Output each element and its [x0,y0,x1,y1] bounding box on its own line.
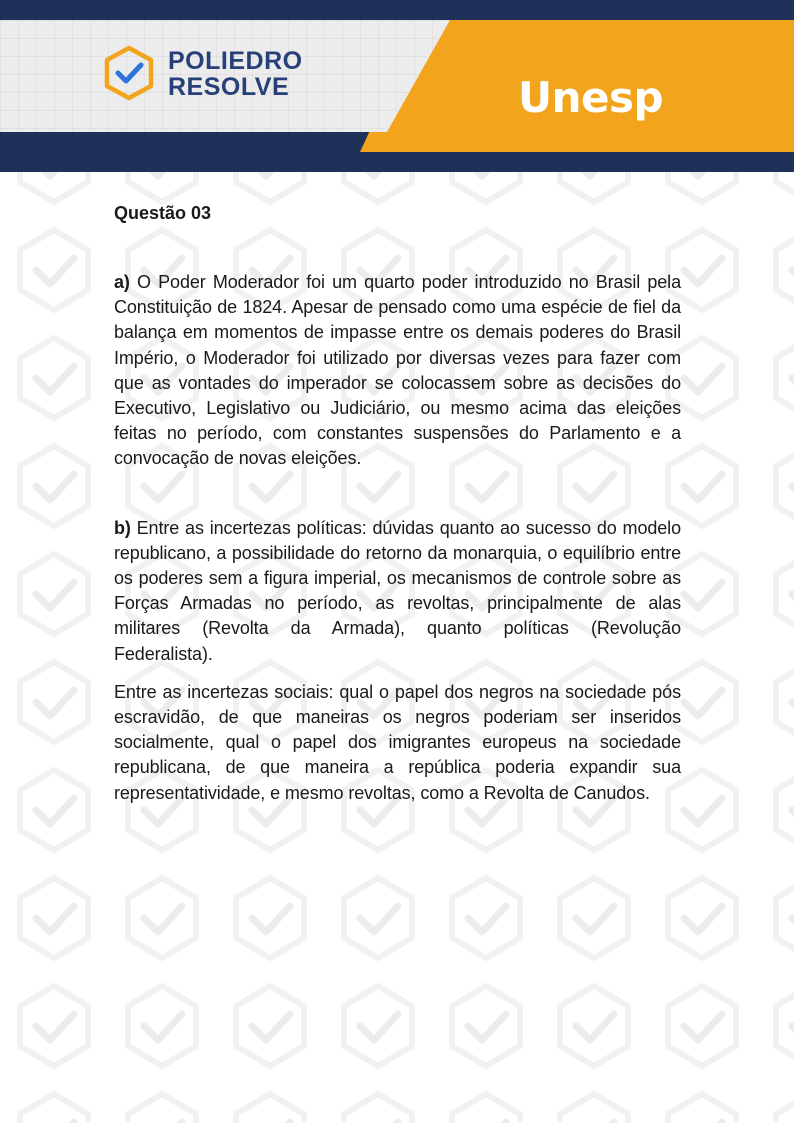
brand-line-2: RESOLVE [168,73,290,101]
answer-a-paragraph [114,270,681,472]
answer-b-paragraph-2: Entre as incertezas sociais: qual o papel dos negros na sociedade pós escravidão, de que maneiras os negros poderiam ser inseridos socialmente, qual o papel dos imigrantes europeus na sociedade republicana, de que maneira a república poderia expandir sua representatividade, e mesmo revoltas, como a Revolta de Canudos. [114,681,681,803]
answer-a-text: O Poder Moderador foi um quarto poder introduzido no Brasil pela Constituição de 1824. Apesar de pensado como uma espécie de fiel da balança em momentos de impasse entre os demais poderes do Brasil Império, o Moderador foi utilizado por diversas vezes para fazer com que as vontades do imperador se colocassem sobre as decisões do Executivo, Legislativo ou Judiciário, ou mesmo acima das eleições feitas no período, com constantes suspensões do Parlamento e a convocação de novas eleições. [114,272,681,469]
question-content [114,200,681,806]
brand-logo-text [168,48,303,100]
answer-b-label: b) [114,517,131,538]
answer-b-text: Entre as incertezas políticas: dúvidas quanto ao sucesso do modelo republicano, a possibilidade do retorno da monarquia, o equilíbrio entre os poderes sem a figura imperial, os mecanismos de controle sobre as Forças Armadas no período, as revoltas, principalmente de alas militares (Revolta da Armada), quanto políticas (Revolução Federalista). [114,517,681,664]
exam-name: Unesp [518,73,664,122]
question-title: Questão 03 [114,203,212,223]
answer-a-label: a) [114,272,130,292]
brand-line-1: POLIEDRO [168,47,303,75]
header-banner [0,0,794,172]
answer-b-paragraph [114,516,681,667]
check-badge-icon [100,44,158,102]
